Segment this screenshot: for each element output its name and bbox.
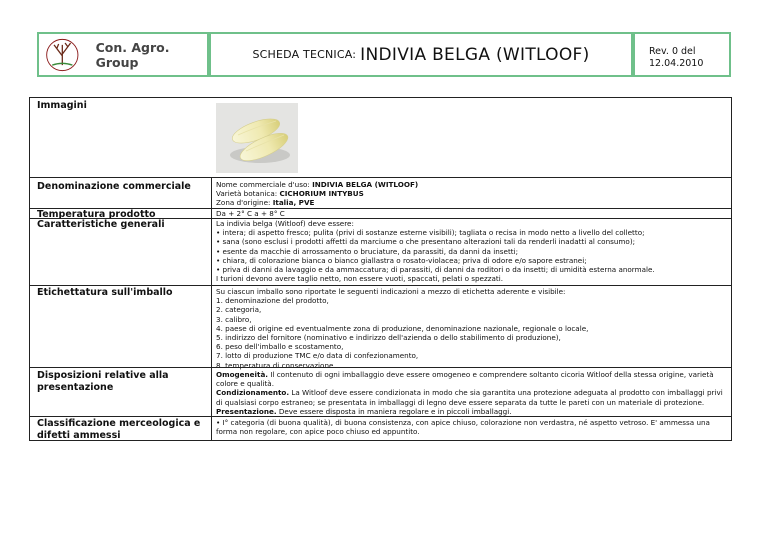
classificazione-value: • I° categoria (di buona qualità), di buona consistenza, con apice chiuso, colorazione non verdastra, né aspetto vetroso. E' ammessa una forma non regolare, con apice poco chiuso ed appuntito.	[216, 418, 710, 437]
row-divider	[30, 416, 731, 417]
row-divider	[30, 367, 731, 368]
revision-box	[633, 32, 731, 77]
varieta-botanica-label: Varietà botanica:	[216, 189, 280, 199]
omogeneita-title: Omogeneità.	[216, 370, 269, 379]
zona-origine	[216, 198, 728, 207]
nome-commerciale-value: INDIVIA BELGA (WITLOOF)	[312, 180, 419, 189]
list-item: • priva di danni da lavaggio e da ammaccatura; di parassiti, di danni da roditori o da insetti; di umidità esterna anormale.	[216, 265, 655, 275]
nome-commerciale	[216, 180, 728, 189]
endive-photo	[216, 103, 298, 173]
list-item: 4. paese di origine ed eventualmente zona di produzione, denominazione nazionale, regionale o locale,	[216, 323, 589, 333]
list-item: 5. indirizzo del fornitore (nominativo e indirizzo dell'azienda o dello stabilimento di produzione),	[216, 333, 561, 343]
section-immagini-label: Immagini	[37, 100, 87, 111]
list-item: 6. peso dell'imballo e scostamento,	[216, 342, 344, 352]
list-item: 7. lotto di produzione TMC e/o data di confezionamento,	[216, 351, 419, 361]
company-header	[37, 32, 209, 77]
presentazione-text: Deve essere disposta in maniera regolare e in piccoli imballaggi.	[276, 406, 512, 416]
revision-date: 12.04.2010	[649, 58, 704, 69]
presentazione-title: Presentazione.	[216, 406, 277, 416]
document-type: SCHEDA TECNICA:	[252, 48, 357, 61]
list-item: • esente da macchie di arrossamento o bruciature, da parassiti, da danni da insetti;	[216, 246, 519, 256]
spec-table	[29, 97, 732, 441]
caratteristiche-outro: I turioni devono avere taglio netto, non essere vuoti, spaccati, pelati o spezzati.	[216, 274, 504, 284]
omogeneita-text: Il contenuto di ogni imballaggio deve essere omogeneo e comprendere soltanto cicoria Witloof della stessa origine, varietà colore e qualità.	[216, 370, 714, 389]
list-item: • chiara, di colorazione bianca o bianco giallastra o rosato-violacea; priva di odore e/o sapore estranei;	[216, 255, 587, 265]
zona-origine-value: Italia, PVE	[272, 198, 315, 208]
row-divider	[30, 177, 731, 178]
list-item: • intera; di aspetto fresco; pulita (privi di sostanze esterne visibili); tagliata o recisa in modo netto a livello del colletto;	[216, 228, 645, 238]
list-item: 3. calibro,	[216, 314, 252, 324]
presentazione-paragraph	[216, 407, 728, 416]
denominazione-value	[216, 180, 728, 208]
condizionamento-paragraph	[216, 388, 728, 406]
list-item: 1. denominazione del prodotto,	[216, 296, 329, 306]
row-divider	[30, 285, 731, 286]
document-title: INDIVIA BELGA (WITLOOF)	[360, 44, 590, 65]
revision-line: Rev. 0 del	[649, 46, 696, 57]
zona-origine-label: Zona d'origine:	[216, 198, 273, 208]
etichettatura-value	[216, 287, 728, 370]
varieta-botanica	[216, 189, 728, 198]
list-item: • sana (sono esclusi i prodotti affetti da marciume o che presentano alterazioni tali da renderli inadatti al consumo);	[216, 237, 636, 247]
varieta-botanica-value: CICHORIUM INTYBUS	[279, 189, 364, 199]
etichettatura-intro: Su ciascun imballo sono riportate le seguenti indicazioni a mezzo di etichetta aderente e visibile:	[216, 287, 566, 296]
caratteristiche-value	[216, 219, 728, 283]
denominazione-label: Denominazione commerciale	[37, 181, 191, 192]
list-item: 8. temperatura di conservazione.	[216, 360, 336, 370]
temperatura-value: Da + 2° C a + 8° C	[216, 209, 285, 218]
nome-commerciale-label: Nome commerciale d'uso:	[216, 180, 313, 189]
caratteristiche-label: Caratteristiche generali	[37, 219, 165, 230]
classificazione-label: Classificazione merceologica e difetti ammessi	[37, 418, 201, 441]
disposizioni-value	[216, 370, 728, 416]
caratteristiche-intro: La indivia belga (Witloof) deve essere:	[216, 219, 354, 228]
disposizioni-label: Disposizioni relative alla presentazione	[37, 370, 169, 393]
temperatura-label: Temperatura prodotto	[37, 209, 156, 220]
condizionamento-title: Condizionamento.	[216, 388, 290, 398]
list-item: 2. categoria,	[216, 305, 262, 315]
document-title-box	[209, 32, 633, 77]
condizionamento-text: La Witloof deve essere condizionata in modo che sia garantita una protezione adeguata al prodotto con imballaggi privi di qualsiasi corpo estraneo; se presentata in imballaggi di legno deve essere separata da tutte le pareti con un materiale di protezione.	[216, 388, 723, 407]
company-name: Con. Agro. Group	[95, 39, 170, 70]
revision-info	[649, 46, 703, 70]
column-divider	[211, 177, 212, 440]
etichettatura-label: Etichettatura sull'imballo	[37, 287, 173, 298]
tree-logo-icon	[43, 36, 82, 74]
omogeneita-paragraph	[216, 370, 728, 388]
